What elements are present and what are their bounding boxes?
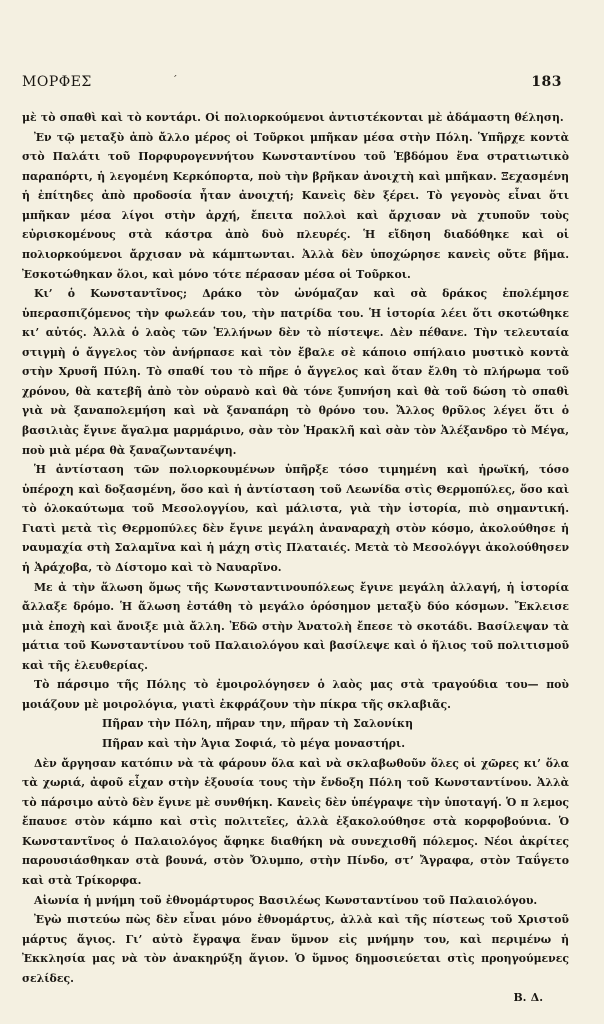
paragraph: Με ἀ τὴν ἅλωση ὅμως τῆς Κωνσταντινουπόλεως ἔγινε μεγάλη ἀλλαγή, ἡ ἱστορία ἄλλαξε δρόμο. Ἡ ἅλωση ἐστάθη τὸ μεγάλο ὁρόσημον μεταξὺ δύο κόσμων. Ἔκλεισε μιὰ ἐποχὴ καὶ ἄνοιξε μιὰ ἄλλη. Ἐδῶ στὴν Ἀνατολὴ ἔπεσε τὸ σκοτάδι. Βασίλεψαν τὰ μάτια τοῦ Κωνσταντίνου τοῦ Παλαιολόγου καὶ βασίλεψε καὶ ὁ ἥλιος τοῦ πολιτισμοῦ καὶ τῆς ἐλευθερίας. [22, 580, 569, 672]
paragraph: Ἐγὼ πιστεύω πὼς δὲν εἶναι μόνο ἐθνομάρτυς, ἀλλὰ καὶ τῆς πίστεως τοῦ Χριστοῦ μάρτυς ἅγιος. Γι’ αὐτὸ ἔγραψα ἕναν ὕμνον εἰς μνήμην του, καὶ περιμένω ἡ Ἐκκλησία μας νὰ τὸν ἀνακηρύξη ἅγιον. Ὁ ὕμνος δημοσιεύεται στὶς προηγούμενες σελίδες. [22, 913, 569, 985]
folk-song-verse [102, 714, 569, 753]
paragraph: μὲ τὸ σπαθὶ καὶ τὸ κοντάρι. Οἱ πολιορκούμενοι ἀντιστέκονται μὲ ἀδάμαστη θέληση. [22, 111, 564, 124]
verse-line: Πῆραν καὶ τὴν Ἁγια Σοφιά, τὸ μέγα μοναστήρι. [102, 737, 406, 750]
header-mark: ΄ [172, 74, 178, 87]
paragraph: Ἡ ἀντίσταση τῶν πολιορκουμένων ὑπῆρξε τόσο τιμημένη καὶ ἡρωϊκή, τόσο ὑπέροχη καὶ δοξασμένη, ὅσο καὶ ἡ ἀντίσταση τοῦ Λεωνίδα στὶς Θερμοπύλες, ὅσο καὶ τὸ ὁλοκαύτωμα τοῦ Μεσολογγίου, καὶ μάλιστα, γιὰ τὴν ἱστορία, πιὸ σημαντική. Γιατὶ μετὰ τὶς Θερμοπύλες δὲν ἔγινε μεγάλη ἀναναραχὴ στὸν κόσμο, ἀκολούθησε ἡ ναυμαχία στὴ Σαλαμῖνα καὶ ἡ μάχη στὶς Πλαταιές. Μετὰ τὸ Μεσολόγγι ἀκολούθησεν ἡ Ἀράχοβα, τὸ Δίστομο καὶ τὸ Ναυαρῖνο. [22, 463, 569, 574]
paragraph: Ἐν τῷ μεταξὺ ἀπὸ ἄλλο μέρος οἱ Τοῦρκοι μπῆκαν μέσα στὴν Πόλη. Ὑπῆρχε κοντὰ στὸ Παλάτι τοῦ Πορφυρογεννήτου Κωνσταντίνου τοῦ Ἑβδόμου ἕνα στρατιωτικὸ παραπόρτι, ἡ λεγομένη Κερκόπορτα, ποὺ τὴν βρῆκαν ἀνοιχτὴ καὶ μπῆκαν. Ξεχασμένη ἡ ἐπίτηδες ἀπὸ προδοσία ἦταν ἀνοιχτή; Κανεὶς δὲν ξέρει. Τὸ γεγονὸς εἶναι ὅτι μπῆκαν μέσα λίγοι στὴν ἀρχή, ἔπειτα πολλοὶ καὶ ἄρχισαν νὰ χτυποῦν τοὺς εὐρισκομένους στὰ κάστρα ἀπὸ δυὸ πλευρές. Ἡ εἴδηση διαδόθηκε καὶ οἱ πολιορκούμενοι ἄρχισαν νὰ κάμπτωνται. Ἀλλὰ δὲν ὑποχώρησε κανεὶς οὔτε βῆμα. Ἐσκοτώθηκαν ὅλοι, καὶ μόνο τότε πέρασαν μέσα οἱ Τοῦρκοι. [22, 130, 569, 281]
paragraph: Δὲν ἄργησαν κατόπιν νὰ τὰ φάρουν ὅλα καὶ νὰ σκλαβωθοῦν ὅλες οἱ χῶρες κι’ ὅλα τὰ χωριά, ἀφοῦ εἶχαν στὴν ἐξουσία τους τὴν ἔνδοξη Πόλη τοῦ Κωνσταντίνου. Ἀλλὰ τὸ πάρσιμο αὐτὸ δὲν ἔγινε μὲ συνθήκη. Κανεὶς δὲν ὑπέγραψε τὴν ὑποταγή. Ὁ π λεμος ἔπαυσε στὸν κάμπο καὶ στὶς πολιτεῖες, ἀλλὰ ἐξακολούθησε στὰ κορφοβούνια. Ὁ Κωνσταντῖνος ὁ Παλαιολόγος ἄφηκε διαθήκη νὰ συνεχισθῆ πόλεμος. Νέοι ἀκρίτες παρουσιάσθηκαν στὰ βουνά, στὸν Ὄλυμπο, στὴν Πίνδο, στ’ Ἄγραφα, στὸν Ταΰγετο καὶ στὰ Τρίκορφα. [22, 756, 569, 887]
author-signature: Β. Δ. [513, 991, 543, 1005]
page-number: 183 [531, 74, 562, 90]
verse-line: Πῆραν τὴν Πόλη, πῆραν την, πῆραν τὴ Σαλονίκη [102, 717, 413, 731]
paragraph: Αἰωνία ἡ μνήμη τοῦ ἐθνομάρτυρος Βασιλέως Κωνσταντίνου τοῦ Παλαιολόγου. [34, 893, 538, 907]
paragraph: Κι’ ὁ Κωνσταντῖνος; Δράκο τὸν ὠνόμαζαν καὶ σὰ δράκος ἐπολέμησε ὑπερασπιζόμενος τὴν φωλεάν του, τὴν πατρίδα του. Ἡ ἱστορία λέει ὅτι σκοτώθηκε κι’ αὐτός. Ἀλλὰ ὁ λαὸς τῶν Ἑλλήνων δὲν τὸ πίστεψε. Δὲν πέθανε. Τὴν τελευταία στιγμὴ ὁ ἄγγελος τὸν ἀνήρπασε καὶ τὸν ἔβαλε σὲ κάποιο σπήλαιο μυστικὸ κοντὰ στὴν Χρυσῆ Πύλη. Τὸ σπαθί του τὸ πῆρε ὁ ἄγγελος καὶ ὅταν ἔλθη τὸ πλήρωμα τοῦ χρόνου, θὰ κατεβῆ ἀπὸ τὸν οὐρανὸ καὶ θὰ τόνε ξυπνήση καὶ θὰ τοῦ δώση τὸ σπαθὶ γιὰ νὰ ξαναπολεμήση καὶ νὰ ξαναπάρη τὸ θρόνο του. Ἄλλος θρῦλος λέγει ὅτι ὁ βασιλιὰς ἔγινε ἄγαλμα μαρμάρινο, σὰν τὸν Ἡρακλῆ καὶ σὰν τὸν Ἀλέξανδρο τὸ Μέγα, ποὺ μιὰ μέρα θὰ ξαναζωντανέψη. [22, 287, 569, 457]
running-header [22, 74, 564, 92]
paragraph: Τὸ πάρσιμο τῆς Πόλης τὸ ἐμοιρολόγησεν ὁ λαὸς μας στὰ τραγούδια του— ποὺ μοιάζουν μὲ μοιρολόγια, γιατὶ ἐκφράζουν τὴν πίκρα τῆς σκλαβιᾶς. [22, 678, 569, 711]
journal-title: ΜΟΡΦΕΣ [22, 74, 92, 90]
article-body [22, 108, 569, 1008]
